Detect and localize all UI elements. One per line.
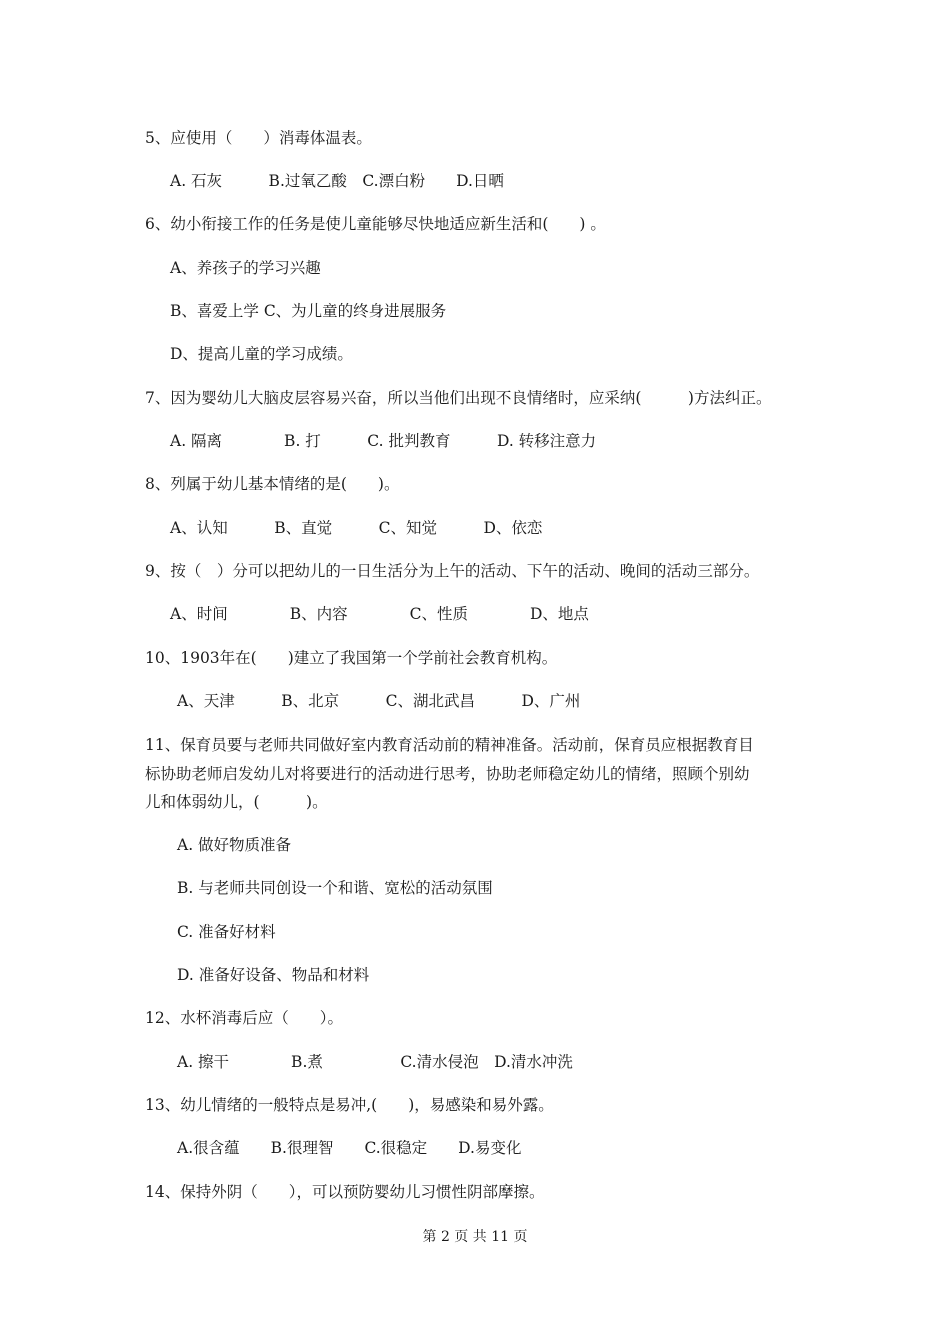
question-10-options: A、天津 B、北京 C、湖北武昌 D、广州 — [177, 692, 581, 710]
question-11-option-a: A. 做好物质准备 — [177, 836, 292, 854]
question-7-options: A. 隔离 B. 打 C. 批判教育 D. 转移注意力 — [170, 432, 597, 450]
question-11-option-c: C. 准备好材料 — [177, 923, 276, 941]
question-13-stem: 13、幼儿情绪的一般特点是易冲,( )，易感染和易外露。 — [145, 1096, 554, 1114]
question-12-stem: 12、水杯消毒后应（ ）。 — [145, 1009, 343, 1027]
question-9-stem: 9、按（ ）分可以把幼儿的一日生活分为上午的活动、下午的活动、晚间的活动三部分。 — [145, 562, 760, 580]
question-6-option-d: D、提高儿童的学习成绩。 — [170, 345, 353, 363]
question-5-options: A. 石灰 B.过氧乙酸 C.漂白粉 D.日晒 — [170, 172, 504, 190]
question-11-option-b: B. 与老师共同创设一个和谐、宽松的活动氛围 — [177, 879, 493, 897]
question-11-stem-line-2: 标协助老师启发幼儿对将要进行的活动进行思考，协助老师稳定幼儿的情绪，照顾个别幼 — [145, 765, 750, 783]
question-9-options: A、时间 B、内容 C、性质 D、地点 — [170, 605, 589, 623]
question-8-stem: 8、列属于幼儿基本情绪的是( )。 — [145, 475, 400, 493]
question-13-options: A.很含蕴 B.很理智 C.很稳定 D.易变化 — [177, 1139, 522, 1157]
question-7-stem: 7、因为婴幼儿大脑皮层容易兴奋，所以当他们出现不良情绪时，应采纳( )方法纠正。 — [145, 389, 772, 407]
question-6-option-a: A、养孩子的学习兴趣 — [170, 259, 321, 277]
question-6-option-bc: B、喜爱上学 C、为儿童的终身进展服务 — [170, 302, 447, 320]
question-8-options: A、认知 B、直觉 C、知觉 D、依恋 — [170, 519, 543, 537]
question-10-stem: 10、1903年在( )建立了我国第一个学前社会教育机构。 — [145, 649, 558, 667]
question-11-option-d: D. 准备好设备、物品和材料 — [177, 966, 370, 984]
question-11-stem-line-3: 儿和体弱幼儿，( )。 — [145, 793, 328, 811]
question-5-stem: 5、应使用（ ）消毒体温表。 — [145, 129, 372, 147]
page-number-footer: 第 2 页 共 11 页 — [422, 1229, 528, 1245]
question-12-options: A. 擦干 B.煮 C.清水侵泡 D.清水冲洗 — [177, 1053, 573, 1071]
question-6-stem: 6、幼小衔接工作的任务是使儿童能够尽快地适应新生活和( ) 。 — [145, 215, 606, 233]
question-14-stem: 14、保持外阴（ ），可以预防婴幼儿习惯性阴部摩擦。 — [145, 1183, 545, 1201]
question-11-stem-line-1: 11、保育员要与老师共同做好室内教育活动前的精神准备。活动前，保育员应根据教育目 — [145, 736, 754, 754]
